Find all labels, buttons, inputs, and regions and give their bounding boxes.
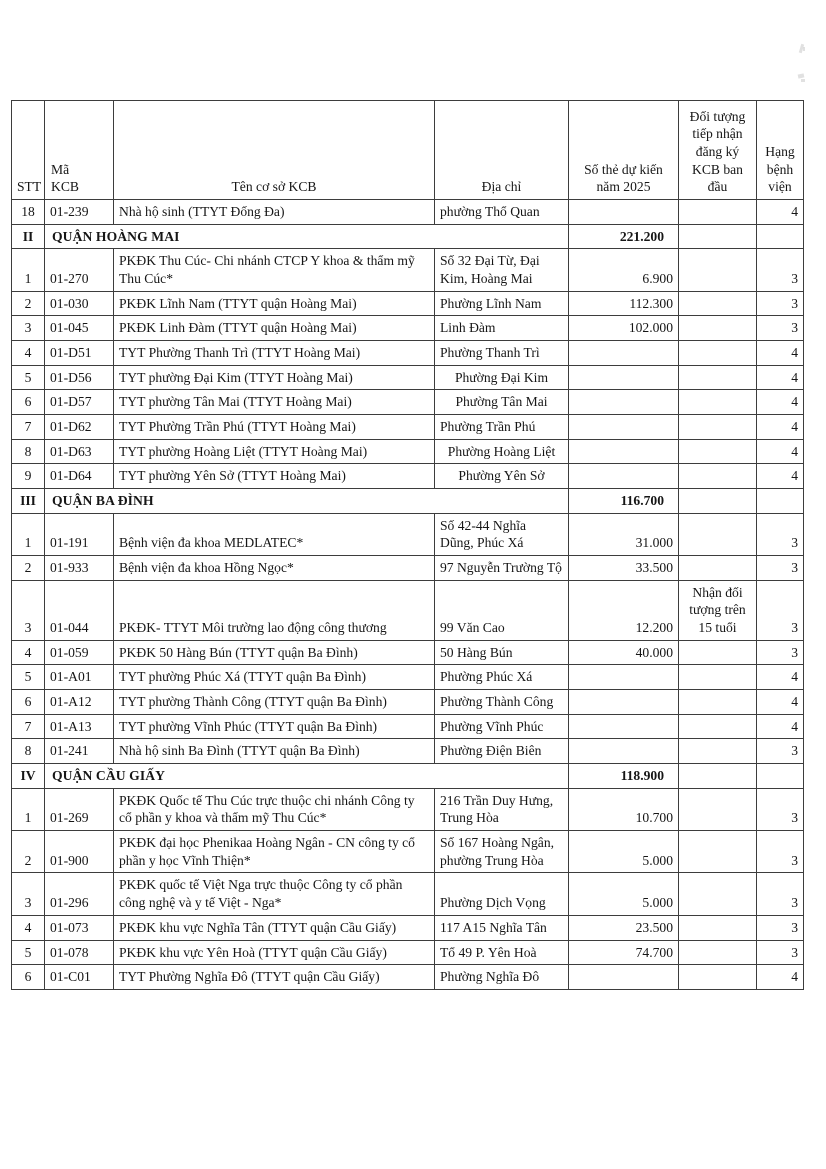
cell-ten-co-so: TYT phường Thành Công (TTYT quận Ba Đình) [114,690,435,715]
cell-doi-tuong [679,965,757,990]
cell-stt: 4 [12,640,45,665]
cell-ma-kcb: 01-900 [45,831,114,873]
cell-ten-co-so: TYT phường Phúc Xá (TTYT quận Ba Đình) [114,665,435,690]
cell-dia-chi: Phường Phúc Xá [435,665,569,690]
cell-stt: 7 [12,714,45,739]
cell-ten-co-so: TYT Phường Trần Phú (TTYT Hoàng Mai) [114,415,435,440]
table-row [12,415,804,440]
section-numeral: III [12,489,45,514]
section-numeral: II [12,224,45,249]
cell-dia-chi: Linh Đàm [435,316,569,341]
cell-ten-co-so: TYT phường Yên Sở (TTYT Hoàng Mai) [114,464,435,489]
cell-dia-chi: 216 Trần Duy Hưng, Trung Hòa [435,788,569,830]
cell-stt: 5 [12,940,45,965]
cell-so-the: 112.300 [569,291,679,316]
cell-doi-tuong [679,940,757,965]
table-body [12,200,804,990]
section-total-cards: 221.200 [569,224,679,249]
cell-dia-chi: Phường Tân Mai [435,390,569,415]
cell-stt: 3 [12,580,45,640]
cell-so-the: 33.500 [569,556,679,581]
cell-doi-tuong [679,915,757,940]
table-section-row [12,224,804,249]
cell-stt: 7 [12,415,45,440]
cell-so-the: 6.900 [569,249,679,291]
cell-so-the: 31.000 [569,513,679,555]
table-row [12,513,804,555]
header-ma-line2: KCB [51,179,79,195]
table-header [12,101,804,200]
cell-ten-co-so: PKĐK khu vực Nghĩa Tân (TTYT quận Cầu Giấy) [114,915,435,940]
table-row [12,831,804,873]
cell-hang-benh-vien: 3 [757,831,804,873]
cell-stt: 6 [12,965,45,990]
table-row [12,965,804,990]
scan-artifact [798,73,805,78]
section-doi-tuong [679,224,757,249]
cell-stt: 1 [12,249,45,291]
cell-dia-chi: Phường Dịch Vọng [435,873,569,915]
column-header-doi-tuong [679,101,757,200]
table-row [12,915,804,940]
cell-doi-tuong [679,415,757,440]
cell-hang-benh-vien: 3 [757,788,804,830]
cell-hang-benh-vien: 3 [757,291,804,316]
cell-so-the [569,415,679,440]
cell-hang-benh-vien: 4 [757,200,804,225]
cell-so-the [569,464,679,489]
header-dt-line5: đầu [707,179,728,195]
section-doi-tuong [679,489,757,514]
cell-stt: 9 [12,464,45,489]
table-row [12,316,804,341]
header-hang-line2: bệnh [766,161,794,177]
table-row [12,341,804,366]
cell-dia-chi: Phường Lĩnh Nam [435,291,569,316]
cell-doi-tuong [679,464,757,489]
table-row [12,690,804,715]
cell-ma-kcb: 01-D64 [45,464,114,489]
cell-hang-benh-vien: 4 [757,390,804,415]
table-row [12,556,804,581]
cell-dia-chi: Tổ 49 P. Yên Hoà [435,940,569,965]
cell-so-the: 5.000 [569,831,679,873]
cell-dia-chi: Phường Thanh Trì [435,341,569,366]
table-row [12,714,804,739]
table-row [12,464,804,489]
table-row [12,940,804,965]
cell-ten-co-so: TYT phường Hoàng Liệt (TTYT Hoàng Mai) [114,439,435,464]
table-row [12,439,804,464]
cell-ma-kcb: 01-078 [45,940,114,965]
cell-dia-chi: Số 42-44 Nghĩa Dũng, Phúc Xá [435,513,569,555]
cell-so-the [569,390,679,415]
cell-stt: 2 [12,291,45,316]
section-numeral: IV [12,764,45,789]
table-row [12,249,804,291]
cell-stt: 4 [12,915,45,940]
cell-ma-kcb: 01-191 [45,513,114,555]
cell-doi-tuong [679,439,757,464]
cell-stt: 2 [12,556,45,581]
cell-dia-chi: Phường Hoàng Liệt [435,439,569,464]
header-sothe-line1: Số thẻ dự kiến [584,161,663,177]
cell-doi-tuong [679,788,757,830]
column-header-dia-chi: Địa chỉ [435,101,569,200]
cell-ten-co-so: PKĐK Thu Cúc- Chi nhánh CTCP Y khoa & thẩm mỹ Thu Cúc* [114,249,435,291]
section-total-cards: 116.700 [569,489,679,514]
column-header-ma-kcb [45,101,114,200]
cell-so-the: 12.200 [569,580,679,640]
section-district-name: QUẬN HOÀNG MAI [45,224,569,249]
cell-ma-kcb: 01-269 [45,788,114,830]
column-header-hang-benh-vien [757,101,804,200]
cell-ten-co-so: Nhà hộ sinh (TTYT Đống Đa) [114,200,435,225]
table-row [12,200,804,225]
table-row [12,788,804,830]
table-section-row [12,764,804,789]
cell-doi-tuong [679,690,757,715]
cell-so-the: 5.000 [569,873,679,915]
cell-hang-benh-vien: 3 [757,739,804,764]
cell-ma-kcb: 01-059 [45,640,114,665]
scan-artifact [803,47,805,51]
cell-doi-tuong [679,831,757,873]
cell-ma-kcb: 01-933 [45,556,114,581]
cell-hang-benh-vien: 4 [757,341,804,366]
cell-so-the [569,439,679,464]
table-row [12,291,804,316]
cell-stt: 6 [12,690,45,715]
table-row [12,665,804,690]
kcb-facility-table [11,100,804,990]
cell-dia-chi: phường Thổ Quan [435,200,569,225]
cell-ten-co-so: PKĐK quốc tế Việt Nga trực thuộc Công ty cổ phần công nghệ và y tế Việt - Nga* [114,873,435,915]
cell-dia-chi: Số 167 Hoàng Ngân, phường Trung Hòa [435,831,569,873]
cell-hang-benh-vien: 4 [757,365,804,390]
cell-doi-tuong [679,556,757,581]
cell-ten-co-so: TYT phường Vĩnh Phúc (TTYT quận Ba Đình) [114,714,435,739]
column-header-stt: STT [12,101,45,200]
cell-ten-co-so: PKĐK Linh Đàm (TTYT quận Hoàng Mai) [114,316,435,341]
cell-hang-benh-vien: 4 [757,464,804,489]
cell-so-the [569,739,679,764]
cell-doi-tuong [679,739,757,764]
cell-ma-kcb: 01-D57 [45,390,114,415]
cell-stt: 2 [12,831,45,873]
cell-ma-kcb: 01-D56 [45,365,114,390]
cell-ma-kcb: 01-A01 [45,665,114,690]
cell-hang-benh-vien: 3 [757,556,804,581]
header-hang-line3: viện [768,179,792,195]
cell-doi-tuong [679,640,757,665]
cell-ma-kcb: 01-239 [45,200,114,225]
cell-so-the [569,665,679,690]
cell-doi-tuong [679,513,757,555]
cell-dia-chi: Phường Đại Kim [435,365,569,390]
cell-ten-co-so: PKĐK Quốc tế Thu Cúc trực thuộc chi nhánh Công ty cổ phần y khoa và thẩm mỹ Thu Cúc* [114,788,435,830]
section-hang [757,224,804,249]
section-hang [757,489,804,514]
cell-ma-kcb: 01-D63 [45,439,114,464]
cell-doi-tuong [679,365,757,390]
cell-ma-kcb: 01-073 [45,915,114,940]
cell-dia-chi: Phường Trần Phú [435,415,569,440]
cell-doi-tuong [679,665,757,690]
table-row [12,739,804,764]
cell-ten-co-so: PKĐK- TTYT Môi trường lao động công thương [114,580,435,640]
cell-hang-benh-vien: 3 [757,513,804,555]
table-row [12,365,804,390]
cell-hang-benh-vien: 3 [757,580,804,640]
column-header-so-the [569,101,679,200]
cell-dia-chi: 50 Hàng Bún [435,640,569,665]
cell-ma-kcb: 01-D62 [45,415,114,440]
cell-hang-benh-vien: 4 [757,415,804,440]
cell-dia-chi: 117 A15 Nghĩa Tân [435,915,569,940]
cell-ten-co-so: PKĐK đại học Phenikaa Hoàng Ngân - CN công ty cổ phần y học Vĩnh Thiện* [114,831,435,873]
header-ma-line1: Mã [51,161,70,177]
cell-stt: 3 [12,316,45,341]
cell-doi-tuong [679,714,757,739]
cell-dia-chi: Phường Điện Biên [435,739,569,764]
cell-so-the: 74.700 [569,940,679,965]
cell-hang-benh-vien: 3 [757,249,804,291]
cell-doi-tuong [679,341,757,366]
cell-stt: 6 [12,390,45,415]
cell-doi-tuong [679,316,757,341]
section-total-cards: 118.900 [569,764,679,789]
cell-stt: 1 [12,513,45,555]
cell-stt: 5 [12,365,45,390]
cell-hang-benh-vien: 4 [757,439,804,464]
document-page [11,100,803,990]
cell-ma-kcb: 01-044 [45,580,114,640]
cell-so-the [569,690,679,715]
cell-dia-chi: 97 Nguyễn Trường Tộ [435,556,569,581]
table-row [12,640,804,665]
cell-ma-kcb: 01-C01 [45,965,114,990]
section-district-name: QUẬN BA ĐÌNH [45,489,569,514]
cell-ten-co-so: TYT phường Đại Kim (TTYT Hoàng Mai) [114,365,435,390]
cell-so-the [569,341,679,366]
cell-stt: 18 [12,200,45,225]
cell-ma-kcb: 01-045 [45,316,114,341]
cell-hang-benh-vien: 4 [757,965,804,990]
cell-ma-kcb: 01-A12 [45,690,114,715]
header-row [12,101,804,200]
section-doi-tuong [679,764,757,789]
header-dt-line2: tiếp nhận [692,126,743,142]
cell-dia-chi: Phường Thành Công [435,690,569,715]
column-header-ten-co-so: Tên cơ sở KCB [114,101,435,200]
cell-doi-tuong [679,249,757,291]
cell-stt: 8 [12,439,45,464]
cell-dia-chi: Phường Yên Sở [435,464,569,489]
cell-ma-kcb: 01-D51 [45,341,114,366]
cell-ten-co-so: TYT Phường Thanh Trì (TTYT Hoàng Mai) [114,341,435,366]
cell-doi-tuong [679,200,757,225]
cell-hang-benh-vien: 4 [757,665,804,690]
cell-so-the: 10.700 [569,788,679,830]
cell-ma-kcb: 01-241 [45,739,114,764]
cell-so-the: 102.000 [569,316,679,341]
cell-hang-benh-vien: 3 [757,640,804,665]
cell-stt: 4 [12,341,45,366]
cell-ma-kcb: 01-270 [45,249,114,291]
cell-stt: 1 [12,788,45,830]
cell-ten-co-so: PKĐK Lĩnh Nam (TTYT quận Hoàng Mai) [114,291,435,316]
header-sothe-line2: năm 2025 [596,179,651,195]
cell-so-the [569,965,679,990]
cell-so-the [569,365,679,390]
cell-ma-kcb: 01-296 [45,873,114,915]
cell-hang-benh-vien: 4 [757,690,804,715]
cell-hang-benh-vien: 3 [757,316,804,341]
cell-hang-benh-vien: 3 [757,915,804,940]
cell-doi-tuong: Nhận đối tượng trên 15 tuổi [679,580,757,640]
table-row [12,580,804,640]
header-hang-line1: Hạng [765,143,795,159]
cell-ten-co-so: PKĐK 50 Hàng Bún (TTYT quận Ba Đình) [114,640,435,665]
cell-hang-benh-vien: 4 [757,714,804,739]
scan-artifact [801,79,805,82]
cell-dia-chi: Phường Vĩnh Phúc [435,714,569,739]
cell-so-the [569,714,679,739]
header-dt-line1: Đối tượng [689,108,746,124]
cell-doi-tuong [679,390,757,415]
cell-so-the [569,200,679,225]
cell-dia-chi: Số 32 Đại Từ, Đại Kim, Hoàng Mai [435,249,569,291]
cell-ten-co-so: Nhà hộ sinh Ba Đình (TTYT quận Ba Đình) [114,739,435,764]
cell-ten-co-so: TYT phường Tân Mai (TTYT Hoàng Mai) [114,390,435,415]
cell-ten-co-so: Bệnh viện đa khoa Hồng Ngọc* [114,556,435,581]
cell-ten-co-so: Bệnh viện đa khoa MEDLATEC* [114,513,435,555]
cell-hang-benh-vien: 3 [757,873,804,915]
cell-so-the: 23.500 [569,915,679,940]
table-row [12,390,804,415]
cell-so-the: 40.000 [569,640,679,665]
cell-dia-chi: 99 Văn Cao [435,580,569,640]
cell-stt: 5 [12,665,45,690]
table-section-row [12,489,804,514]
section-district-name: QUẬN CẦU GIẤY [45,764,569,789]
cell-doi-tuong [679,291,757,316]
cell-dia-chi: Phường Nghĩa Đô [435,965,569,990]
cell-ten-co-so: TYT Phường Nghĩa Đô (TTYT quận Cầu Giấy) [114,965,435,990]
cell-ma-kcb: 01-A13 [45,714,114,739]
table-row [12,873,804,915]
cell-hang-benh-vien: 3 [757,940,804,965]
cell-ma-kcb: 01-030 [45,291,114,316]
cell-stt: 3 [12,873,45,915]
header-dt-line4: KCB ban [692,161,743,177]
header-dt-line3: đăng ký [695,143,740,159]
cell-doi-tuong [679,873,757,915]
cell-ten-co-so: PKĐK khu vực Yên Hoà (TTYT quận Cầu Giấy) [114,940,435,965]
cell-stt: 8 [12,739,45,764]
section-hang [757,764,804,789]
